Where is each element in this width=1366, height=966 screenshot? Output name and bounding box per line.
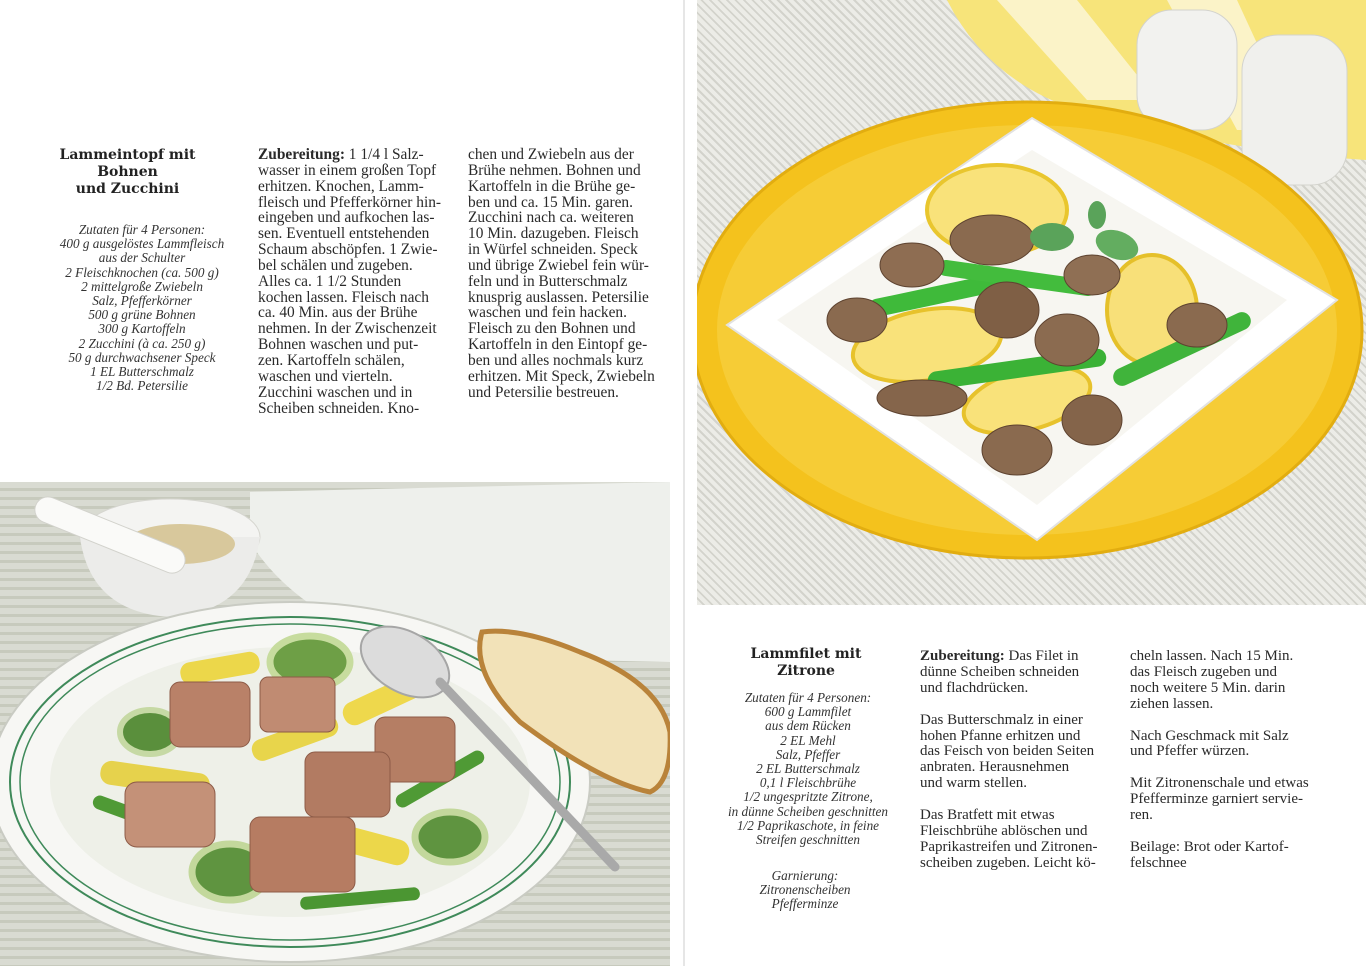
lamb-cube <box>125 782 215 847</box>
recipe2-method-column-2: cheln lassen. Nach 15 Min. das Fleisch zugeben und noch weitere 5 Min. darin ziehen lassen. Nach Geschmack mit Salz und Pfeffer würzen. Mit Zitronenschale und etwas Pfefferminze garniert servie- ren. Beilage: Brot oder Kartof- felschnee <box>1130 648 1309 871</box>
mint-leaf <box>1030 223 1074 251</box>
pepper-shaker <box>1242 35 1347 185</box>
lamb-medallion <box>1062 395 1122 445</box>
lamb-medallion <box>975 282 1039 338</box>
lamb-filet-photo <box>697 0 1366 605</box>
recipe1-ingredients: Zutaten für 4 Personen: 400 g ausgelöstes Lammfleisch aus der Schulter 2 Fleischknochen (ca. 500 g) 2 mittelgroße Zwiebeln Salz, Pfefferkörner 500 g grüne Bohnen 300 g Kartoffeln 2 Zucchini (à ca. 250 g) 50 g durchwachsener Speck 1 EL Butterschmalz 1/2 Bd. Petersilie <box>59 222 225 394</box>
recipe1-method-column-1: Zubereitung: 1 1/4 l Salz- wasser in einem großen Topf erhitzen. Knochen, Lamm- fleisch und Pfefferkörner hin- eingeben und aufkochen las- sen. Eventuell entstehenden Schaum abschöpfen. 1 Zwie- bel schälen und zugeben. Alles ca. 1 1/2 Stunden kochen lassen. Fleisch nach ca. 40 Min. aus der Brühe nehmen. In der Zwischenzeit Bohnen waschen und put- zen. Kartoffeln schälen, waschen und vierteln. Zucchini waschen und in Scheiben schneiden. Kno- <box>258 146 442 417</box>
lamb-filet-illustration <box>697 0 1366 605</box>
lamb-cube <box>170 682 250 747</box>
lamb-stew-illustration <box>0 482 670 966</box>
salt-shaker <box>1137 10 1237 130</box>
lamb-medallion <box>880 243 944 287</box>
lamb-medallion <box>982 425 1052 475</box>
lamb-cube <box>260 677 335 732</box>
recipe1-method-column-2: chen und Zwiebeln aus der Brühe nehmen. Bohnen und Kartoffeln in die Brühe ge- ben und ca. 15 Min. garen. Zucchini nach ca. weiteren 10 Min. dazugeben. Fleisch in Würfel schneiden. Speck und übrige Zwiebel fein wür- feln und in Butterschmalz knusprig auslassen. Petersilie waschen und fein hacken. Fleisch zu den Bohnen und Kartoffeln in den Eintopf ge- ben und alles nochmals kurz erhitzen. Mit Speck, Zwiebeln und Petersilie bestreuen. <box>468 146 655 401</box>
lamb-cube <box>305 752 390 817</box>
lamb-medallion <box>1167 303 1227 347</box>
mint-leaf <box>1088 201 1106 229</box>
recipe2-ingredients: Zutaten für 4 Personen: 600 g Lammfilet aus dem Rücken 2 EL Mehl Salz, Pfeffer 2 EL Butterschmalz 0,1 l Fleischbrühe 1/2 ungespritzte Zitrone, in dünne Scheiben geschnitten 1/2 Paprikaschote, in feine Streifen geschnitten <box>727 690 889 848</box>
zucchini-slice <box>415 812 485 862</box>
lamb-stew-photo <box>0 482 670 966</box>
lamb-medallion <box>1064 255 1120 295</box>
recipe2-title: Lammfilet mit Zitrone <box>750 646 862 679</box>
lamb-medallion <box>827 298 887 342</box>
lamb-cube <box>250 817 355 892</box>
recipe2-method-column-1: Zubereitung: Das Filet in dünne Scheiben schneiden und flachdrücken. Das Butterschmalz in einer hohen Pfanne erhitzen und das Feisch von beiden Seiten anbraten. Herausnehmen und warm stellen. Das Bratfett mit etwas Fleischbrühe ablöschen und Paprikastreifen und Zitronen- scheiben zugeben. Leicht kö- <box>920 648 1098 871</box>
lamb-medallion <box>950 215 1034 265</box>
lamb-medallion <box>877 380 967 416</box>
recipe2-garnish: Garnierung: Zitronenscheiben Pfefferminze <box>759 868 851 912</box>
page-spine <box>683 0 685 966</box>
recipe1-title: Lammeintopf mit Bohnen und Zucchini <box>59 147 196 197</box>
lamb-medallion <box>1035 314 1099 366</box>
